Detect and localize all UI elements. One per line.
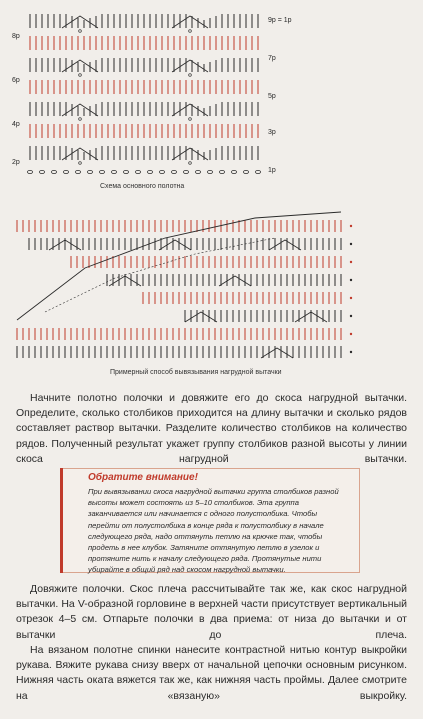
row-marker <box>350 279 352 281</box>
chain-mark <box>79 118 82 121</box>
arc-mark <box>269 240 301 250</box>
row-label-right: 5р <box>268 93 276 100</box>
arc-mark <box>62 60 98 72</box>
row-marker <box>350 261 352 263</box>
paragraph-shoulder-instructions: Довяжите полочки. Скос плеча рассчитывайте так же, как скос нагрудной вытачки. На V-образной горловине в верхней части присутствует вертикальный отрезок 4–5 см. Отпарьте полочки в два приема: от низа до вытачки и от вытачки до плеча. <box>16 583 407 641</box>
foundation-chain-mark <box>244 170 249 173</box>
note-accent-bar <box>60 468 63 573</box>
chain-mark <box>189 74 192 77</box>
foundation-chain-mark <box>256 170 261 173</box>
foundation-chain-mark <box>208 170 213 173</box>
foundation-chain-mark <box>136 170 141 173</box>
note-title: Обратите внимание! <box>88 472 198 483</box>
foundation-chain-mark <box>88 170 93 173</box>
arc-mark <box>219 276 251 286</box>
arc-mark <box>172 148 208 160</box>
row-label-left: 4р <box>12 121 20 128</box>
row-marker <box>350 297 352 299</box>
foundation-chain-mark <box>64 170 69 173</box>
arc-mark <box>261 348 293 358</box>
arc-mark <box>62 16 98 28</box>
main-chart-caption: Схема основного полотна <box>100 183 185 190</box>
foundation-chain-mark <box>172 170 177 173</box>
foundation-chain-mark <box>232 170 237 173</box>
row-label-right: 1р <box>268 167 276 174</box>
foundation-chain-mark <box>52 170 57 173</box>
foundation-chain-mark <box>112 170 117 173</box>
row-label-right: 9р = 1р <box>268 17 292 24</box>
dart-chart-caption: Примерный способ вывязывания нагрудной вытачки <box>110 369 282 376</box>
foundation-chain-mark <box>184 170 189 173</box>
main-fabric-chart <box>10 8 295 188</box>
chain-mark <box>189 30 192 33</box>
row-label-left: 8р <box>12 33 20 40</box>
foundation-chain-mark <box>160 170 165 173</box>
chain-mark <box>79 30 82 33</box>
foundation-chain-mark <box>148 170 153 173</box>
foundation-chain-mark <box>28 170 33 173</box>
row-marker <box>350 225 352 227</box>
arc-mark <box>185 312 217 322</box>
arc-mark <box>62 148 98 160</box>
paragraph-dart-instructions: Начните полотно полочки и довяжите его до скоса нагрудной вытачки. Определите, сколько столбиков приходится на длину вытачки и сколько рядов составляет раствор вытачки. Разделите количество столбиков на количество рядов. Полученный результат укажет группу столбиков разной высоты у линии скоса нагрудной вытачки. <box>16 392 407 465</box>
bust-dart-chart <box>5 208 360 370</box>
foundation-chain-mark <box>40 170 45 173</box>
foundation-chain-mark <box>76 170 81 173</box>
row-label-right: 7р <box>268 55 276 62</box>
arc-mark <box>172 60 208 72</box>
foundation-chain-mark <box>100 170 105 173</box>
arc-mark <box>159 240 191 250</box>
arc-mark <box>172 16 208 28</box>
row-marker <box>350 333 352 335</box>
chain-mark <box>79 74 82 77</box>
row-label-left: 2р <box>12 159 20 166</box>
paragraph-sleeve-instructions: На вязаном полотне спинки нанесите контрастной нитью контур выкройки рукава. Вяжите рукава снизу вверх от начальной цепочки основным рисунком. Нижняя часть оката вяжется так же, как нижняя часть проймы. Далее смотрите на «вязаную» выкройку. <box>16 644 407 702</box>
chain-mark <box>79 162 82 165</box>
chain-mark <box>189 162 192 165</box>
arc-mark <box>62 104 98 116</box>
foundation-chain-mark <box>220 170 225 173</box>
row-marker <box>350 351 352 353</box>
foundation-chain-mark <box>196 170 201 173</box>
foundation-chain-mark <box>124 170 129 173</box>
row-marker <box>350 243 352 245</box>
chain-mark <box>189 118 192 121</box>
row-label-right: 3р <box>268 129 276 136</box>
note-body: При вывязывании скоса нагрудной вытачки группа столбиков разной высоты может состоять из 5–10 столбиков. Эта группа заканчивается или начинается с одного полустолбика. Чтобы перейти от полустолбика в конце ряда к полустолбику в начале следующего ряда, надо оттянуть петлю на крючке так, чтобы продеть в нее клубок. Затяните оттянутую петлю в узелок и протяните нить к началу следующего ряда. Протянутые нити убирайте в общий ряд над скосом нагрудной вытачки. <box>88 487 339 575</box>
arc-mark <box>172 104 208 116</box>
row-label-left: 6р <box>12 77 20 84</box>
row-marker <box>350 315 352 317</box>
